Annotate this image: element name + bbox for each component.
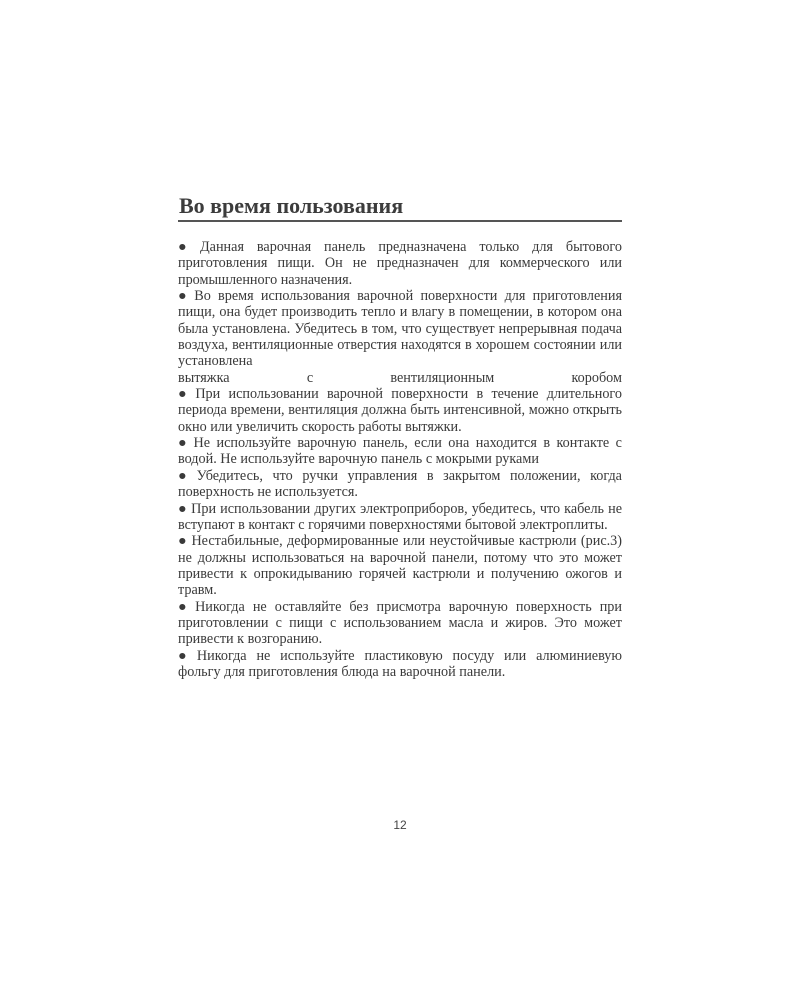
- list-item: [178, 468, 622, 501]
- list-item: [178, 239, 622, 288]
- section-heading: Во время пользования: [179, 193, 404, 218]
- bullet-icon: ●: [178, 647, 193, 664]
- bullet-icon: ●: [178, 239, 196, 255]
- item-text: Не используйте варочную панель, если она находится в контакте с водой. Не используйте варочную панель с мокрыми руками: [178, 435, 622, 468]
- list-item: [178, 386, 622, 435]
- list-item: [178, 501, 622, 534]
- bullet-icon: ●: [178, 500, 188, 517]
- bullet-icon: ●: [178, 435, 190, 452]
- list-item: [178, 648, 622, 681]
- instructions-body: [178, 239, 622, 680]
- list-item: [178, 533, 622, 598]
- page-number: 12: [393, 818, 407, 832]
- list-item-continuation: [178, 370, 622, 386]
- tail-word: с: [306, 369, 314, 386]
- item-text: При использовании варочной поверхности в течение длительного периода времени, вентиляция должна быть интенсивной, можно открыть окно или увеличить скорость работы вытяжки.: [178, 386, 622, 435]
- tail-word: коробом: [571, 369, 622, 386]
- item-text: Никогда не используйте пластиковую посуду или алюминиевую фольгу для приготовления блюда на варочной панели.: [178, 647, 622, 680]
- item-text: Во время использования варочной поверхности для приготовления пищи, она будет производить тепло и влагу в помещении, в котором она была установлена. Убедитесь в том, что существует непрерывная подача воздуха, вентиляционные отверстия находятся в хорошем состоянии или установлена: [178, 288, 622, 370]
- bullet-icon: ●: [178, 598, 192, 615]
- bullet-icon: ●: [178, 386, 192, 403]
- bullet-icon: ●: [178, 288, 191, 305]
- item-text: Нестабильные, деформированные или неустойчивые кастрюли (рис.3) не должны использоваться на варочной панели, потому что это может привести к опрокидыванию горячей кастрюли и получению ожогов и травм.: [178, 533, 622, 599]
- item-text: При использовании других электроприборов, убедитесь, что кабель не вступают в контакт с горячими поверхностями бытовой электроплиты.: [178, 500, 622, 533]
- bullet-icon: ●: [178, 467, 193, 484]
- list-item: [178, 288, 622, 370]
- item-text: Убедитесь, что ручки управления в закрытом положении, когда поверхность не используется.: [178, 467, 622, 501]
- tail-word: вытяжка: [178, 369, 230, 386]
- bullet-icon: ●: [178, 533, 188, 550]
- tail-word: вентиляционным: [390, 369, 495, 386]
- list-item: [178, 435, 622, 468]
- item-text: Никогда не оставляйте без присмотра варочную поверхность при приготовлении с пищи с использованием масла и жиров. Это может привести к возгоранию.: [178, 598, 622, 648]
- heading-underline: [178, 220, 622, 222]
- item-text: Данная варочная панель предназначена только для бытового приготовления пищи. Он не предназначен для коммерческого или промышленного назначения.: [178, 239, 622, 288]
- list-item: [178, 599, 622, 648]
